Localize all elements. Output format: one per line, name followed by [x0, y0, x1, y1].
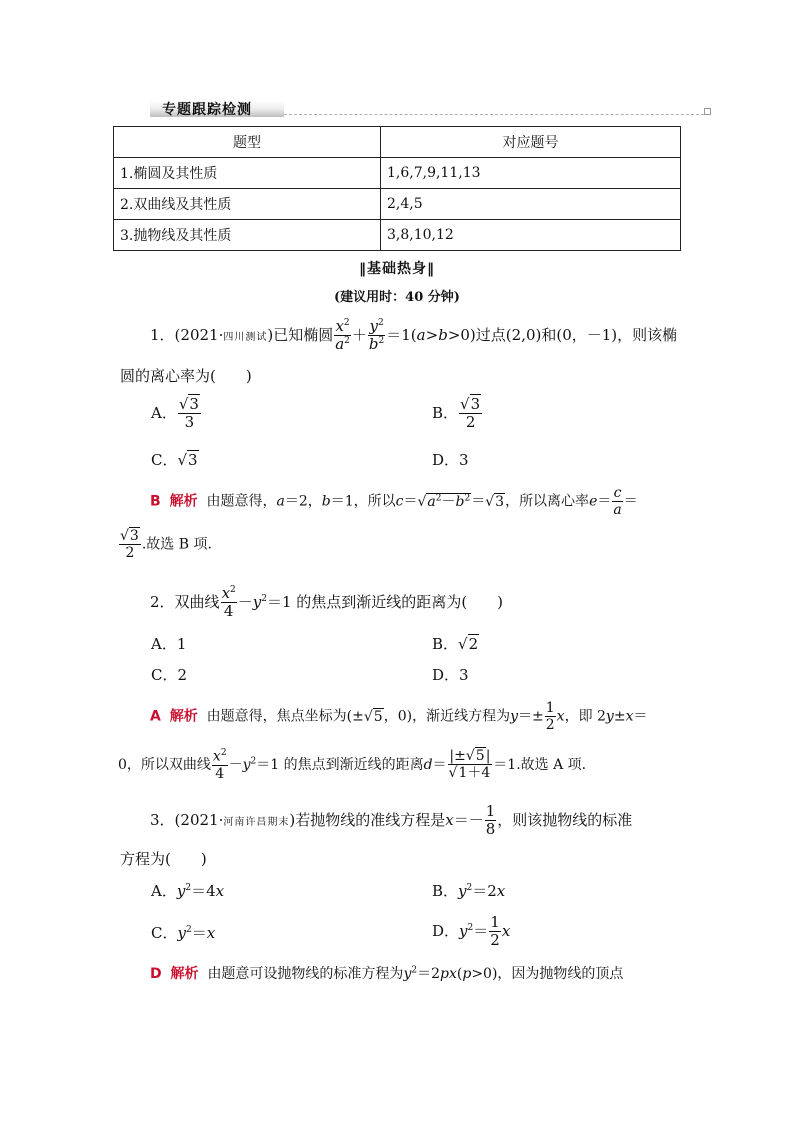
math-fraction: $\frac{c}{a}$ [613, 485, 622, 519]
question-text: 若抛物线的准线方程是 [295, 810, 446, 829]
question-source-tag: 河南许昌期末 [223, 816, 290, 828]
answer-letter: B [150, 493, 161, 510]
math-fraction: $\frac{1}{8}$ [485, 802, 496, 839]
question-3-line-2: 方程为( ) [120, 850, 207, 868]
option-label: A． [151, 882, 177, 900]
option-d: D．3 [432, 666, 469, 684]
question-number: 1． [150, 325, 175, 344]
option-c [151, 449, 199, 470]
math-fraction: $\frac{1}{2}$ [545, 700, 555, 734]
math-fraction: $\frac{x^2}{a^2}$ [335, 317, 350, 354]
question-text: － [237, 592, 253, 611]
option-b [432, 396, 483, 432]
table-cell: 2,4,5 [381, 189, 681, 220]
table-cell: 2.双曲线及其性质 [114, 189, 381, 220]
answer-text: 即 2 [578, 708, 606, 725]
math-fraction: $\frac{y^2}{b^2}$ [368, 317, 385, 354]
question-text: ，则该抛物线的标准 [497, 810, 633, 829]
question-text: 已知椭圆 [273, 325, 334, 344]
option-label: C． [151, 924, 178, 942]
question-text: ＝1 的焦点到渐近线的距离为( ) [267, 592, 504, 611]
option-a: A．1 [151, 635, 187, 653]
table-row [114, 158, 681, 189]
header-title: 专题跟踪检测 [162, 102, 252, 118]
answer-2-line-1: A 解析 由题意得，焦点坐标为(±√5，0)，渐近线方程为y＝± $\frac{1}{2}$ x，即 2y±x＝ [150, 700, 648, 734]
analysis-label: 解析 [169, 493, 198, 510]
option-d: D．$y^2=$ $\frac{1}{2}$ x [432, 913, 511, 950]
topic-table [113, 126, 681, 251]
section-title: ‖基础热身‖ [359, 261, 435, 277]
table-cell: 1.椭圆及其性质 [114, 158, 381, 189]
question-1-line-2: 圆的离心率为( ) [120, 367, 252, 385]
question-source: (2021· [174, 810, 224, 829]
answer-text: ＝1 的焦点到渐近线的距离 [256, 756, 424, 773]
table-row [114, 189, 681, 220]
answer-text: .故选 B 项. [141, 536, 212, 553]
answer-text: ＝1.故选 A 项. [493, 756, 587, 773]
math-sqrt: √2 [458, 635, 479, 653]
math-fraction: $\frac{1}{2}$ [490, 913, 500, 950]
table-header-cell: 对应题号 [381, 127, 681, 158]
answer-text: 由题意得， [206, 493, 277, 510]
question-source: ) [267, 325, 274, 344]
option-label: B． [432, 882, 459, 900]
answer-letter: D [150, 966, 162, 982]
answer-text: 所以离心率 [519, 493, 590, 510]
option-label: D． [432, 921, 460, 940]
question-2-line-1: 2．双曲线 $\frac{x^2}{4}$ $-y^2=1$ 的焦点到渐近线的距离为( ) [150, 584, 504, 621]
option-label: A． [151, 403, 177, 422]
header-divider [284, 114, 704, 115]
question-text: >0)过点(2,0)和(0，－1)，则该椭 [447, 325, 678, 344]
table-cell: 3,8,10,12 [381, 220, 681, 251]
math-fraction: $\frac{√3}{3}$ [178, 395, 199, 432]
table-cell: 1,6,7,9,11,13 [381, 158, 681, 189]
question-text: ＝1( [386, 325, 417, 344]
answer-2-line-2: 0，所以双曲线 $\frac{x^2}{4}$ $-y^2=1$ 的焦点到渐近线的距离d＝ $\frac{|\pm√5|}{√1+4}$ ＝1.故选 A 项. [118, 748, 587, 782]
section-time: (建议用时：40 分钟) [334, 290, 460, 305]
analysis-label: 解析 [170, 966, 199, 982]
answer-1-line-2 [118, 528, 212, 561]
option-label: C． [151, 451, 178, 469]
answer-3-line-1: D 解析 由题意可设抛物线的标准方程为$y^2=2px(p>0)$，因为抛物线的顶点 [150, 965, 624, 982]
answer-text: ，因为抛物线的顶点 [497, 966, 624, 982]
table-cell: 3.抛物线及其性质 [114, 220, 381, 251]
table-row [114, 220, 681, 251]
option-c: C．$y^2=x$ [151, 924, 216, 942]
answer-text: ，0)，渐近线方程为 [383, 708, 511, 725]
option-a: A．$y^2=4x$ [151, 882, 225, 900]
header-corner-mark [704, 108, 711, 115]
analysis-label: 解析 [169, 708, 198, 725]
question-number: 3． [150, 810, 175, 829]
question-source-tag: 四川测试 [223, 331, 268, 343]
question-source: (2021· [174, 325, 224, 344]
question-text: 双曲线 [174, 592, 220, 611]
option-label: B． [432, 635, 459, 653]
answer-text: 由题意可设抛物线的标准方程为 [207, 966, 404, 982]
math-sqrt: √3 [177, 451, 198, 469]
math-fraction: $\frac{x^2}{4}$ [212, 748, 227, 782]
option-b: B．$y^2=2x$ [432, 882, 506, 900]
math-fraction: $\frac{x^2}{4}$ [221, 584, 236, 621]
table-header-row [114, 127, 681, 158]
question-3-line-1: 3．(2021·河南许昌期末)若抛物线的准线方程是x＝－ $\frac{1}{8}$ ，则该抛物线的标准 [150, 802, 633, 839]
option-b [432, 633, 479, 654]
question-source: ) [289, 810, 296, 829]
option-label: B． [432, 403, 459, 422]
option-a [151, 396, 202, 432]
option-d: D．3 [432, 451, 469, 469]
option-c: C．2 [151, 666, 188, 684]
question-number: 2． [150, 592, 175, 611]
answer-text: 所以 [367, 493, 396, 510]
question-1-line-1: 1．(2021·四川测试)已知椭圆 $\frac{x^2}{a^2}$ ＋ $\frac{y^2}{b^2}$ ＝1(a>b>0)过点(2,0)和(0，－1)，则该椭 [150, 317, 678, 354]
answer-letter: A [150, 708, 161, 725]
answer-1-line-1: B 解析 由题意得，a＝2，b＝1，所以$c=√a^2-b^2=√3$，所以离心率e＝ $\frac{c}{a}$ ＝ [150, 485, 638, 519]
math-fraction: $\frac{|\pm√5|}{√1+4}$ [448, 748, 491, 782]
answer-text: 由题意得，焦点坐标为(± [206, 708, 364, 725]
answer-text: 0，所以双曲线 [118, 756, 211, 773]
math-fraction: $\frac{√3}{2}$ [120, 528, 139, 562]
table-header-cell: 题型 [114, 127, 381, 158]
math-fraction: $\frac{√3}{2}$ [460, 395, 481, 432]
